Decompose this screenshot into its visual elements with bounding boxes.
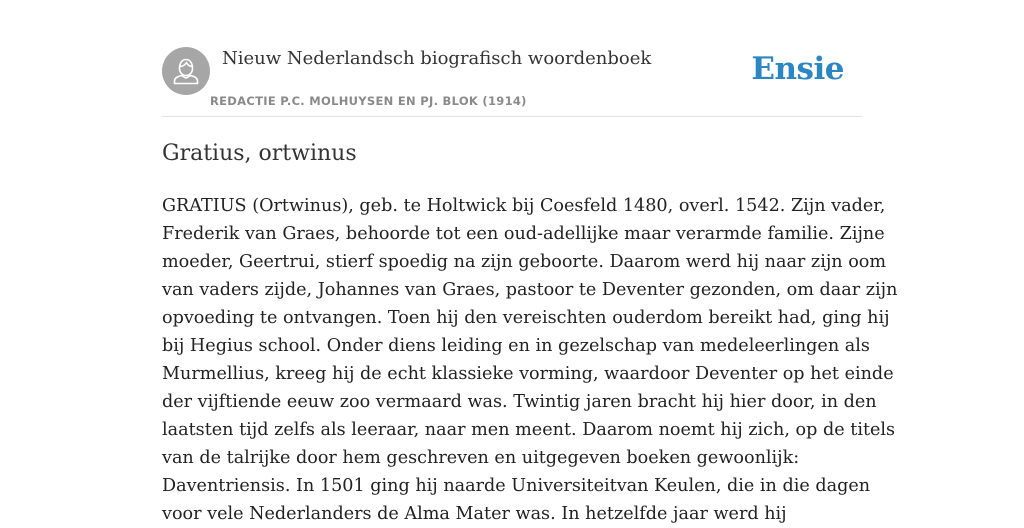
body-line: der vijftiende eeuw zoo vermaard was. Twintig jaren bracht hij hier door, in den	[162, 392, 877, 412]
body-line: opvoeding te ontvangen. Toen hij den vereischten ouderdom bereikt had, ging hij	[162, 308, 890, 328]
body-line: GRATIUS (Ortwinus), geb. te Holtwick bij Coesfeld 1480, overl. 1542. Zijn vader,	[162, 196, 886, 216]
user-silhouette-icon	[162, 47, 210, 95]
body-line: Daventriensis. In 1501 ging hij naarde Universiteitvan Keulen, die in die dagen	[162, 476, 871, 496]
body-line: moeder, Geertrui, stierf spoedig na zijn geboorte. Daarom werd hij naar zijn oom	[162, 252, 887, 272]
body-line: bij Hegius school. Onder diens leiding en in gezelschap van medeleerlingen als	[162, 336, 870, 356]
book-title[interactable]: Nieuw Nederlandsch biografisch woordenboek	[222, 48, 652, 69]
entry-title: Gratius, ortwinus	[162, 141, 357, 166]
avatar[interactable]	[162, 47, 210, 95]
site-header	[162, 0, 862, 117]
site-logo[interactable]: Ensie	[751, 51, 844, 87]
body-line: van de talrijke door hem geschreven en uitgegeven boeken gewoonlijk:	[162, 448, 800, 468]
editors-subtitle: REDACTIE P.C. MOLHUYSEN EN PJ. BLOK (1914)	[210, 94, 527, 108]
body-line: laatsten tijd zelfs als leeraar, naar men meent. Daarom noemt hij zich, op de titels	[162, 420, 896, 440]
body-line: Frederik van Graes, behoorde tot een oud-adellijke maar verarmde familie. Zijne	[162, 224, 885, 244]
body-line: van vaders zijde, Johannes van Graes, pastoor te Deventer gezonden, om daar zijn	[162, 280, 898, 300]
entry-body	[162, 192, 898, 528]
body-line: voor vele Nederlanders de Alma Mater was. In hetzelfde jaar werd hij	[162, 504, 787, 524]
body-line: Murmellius, kreeg hij de echt klassieke vorming, waardoor Deventer op het einde	[162, 364, 894, 384]
